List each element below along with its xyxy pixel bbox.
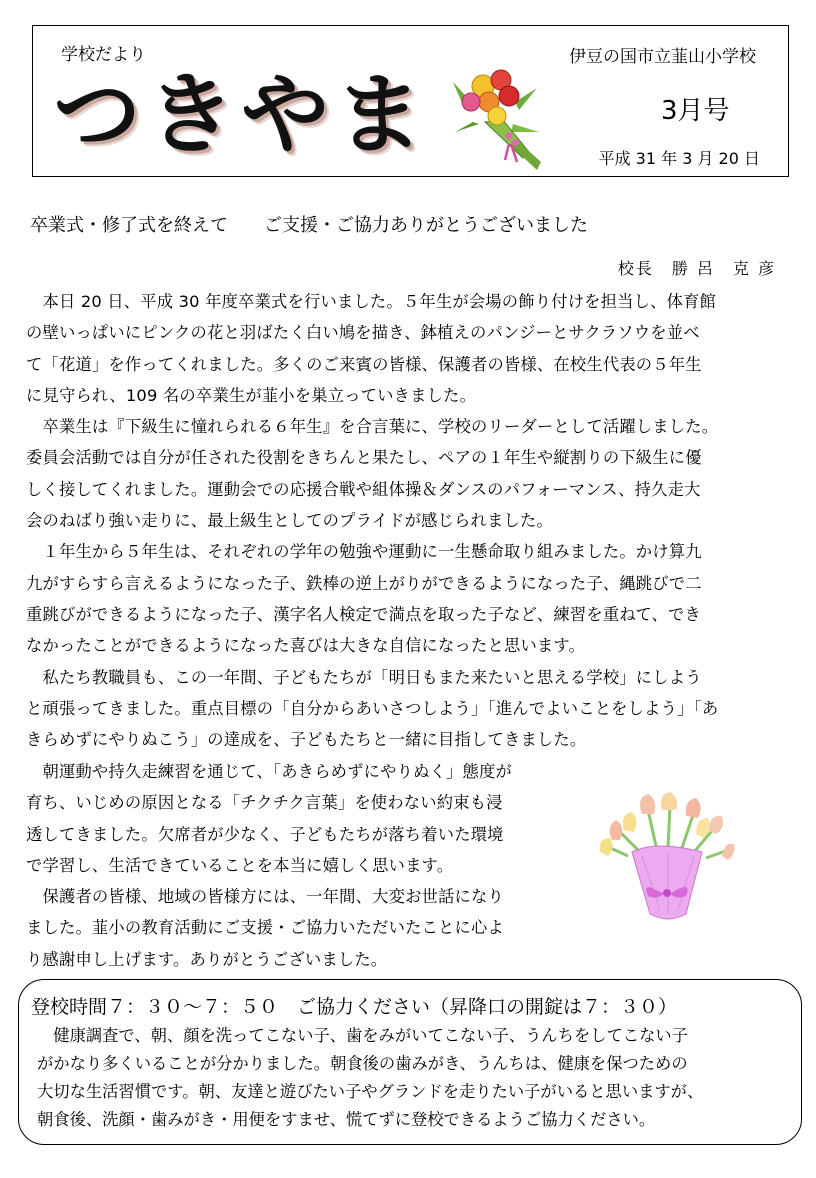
paragraph-line: しく接してくれました。運動会での応援合戦や組体操＆ダンスのパフォーマンス、持久走大 [26,479,701,499]
tulip-bouquet-icon [598,790,736,930]
paragraph-line: 委員会活動では自分が任された役割をきちんと果たし、ペアの１年生や縦割りの下級生に優 [26,448,702,468]
issue-label: 3月号 [661,96,730,126]
paragraph-line: きらめずにやりぬこう」の達成を、子どもたちと一緒に目指してきました。 [26,730,587,750]
paragraph-line: なかったことができるようになった喜びは大きな自信になったと思います。 [26,636,586,656]
paragraph-line: 会のねばり強い走りに、最上級生としてのプライドが感じられました。 [26,511,553,531]
paragraph-line: の壁いっぱいにピンクの花と羽ばたく白い鳩を描き、鉢植えのパンジーとサクラソウを並べ [26,323,700,343]
notice-line: 健康調査で、朝、顔を洗ってこない子、歯をみがいてこない子、うんちをしてこない子 [37,1026,688,1045]
paragraph-line: に見守られ、109 名の卒業生が韮小を巣立っていきました。 [26,385,477,405]
article-title: 卒業式・修了式を終えて ご支援・ご協力ありがとうございました [30,215,588,236]
notice-line: 朝食後、洗顔・歯みがき・用便をすませ、慌てずに登校できるようご協力ください。 [37,1110,656,1129]
paragraph-line: 私たち教職員も、この一年間、子どもたちが「明日もまた来たいと思える学校」にしよう [26,667,702,687]
paragraph-line: 重跳びができるようになった子、漢字名人検定で満点を取った子など、練習を重ねて、でき [26,604,702,624]
paragraph-line: 育ち、いじめの原因となる「チクチク言葉」を使わない約束も浸 [26,793,503,813]
flower-bouquet-icon [445,62,545,177]
notice-line: 大切な生活習慣です。朝、友達と遊びたい子やグランドを走りたい子がいると思いますが、 [37,1082,704,1101]
notice-line: がかなり多くいることが分かりました。朝食後の歯みがき、うんちは、健康を保つための [37,1054,688,1073]
newsletter-title: つきやま [53,62,430,166]
school-name: 伊豆の国市立韮山小学校 [569,47,756,67]
notice-body [37,1022,703,1134]
paragraph-line: 九がすらすら言えるようになった子、鉄棒の逆上がりができるようになった子、縄跳びで二 [26,573,702,593]
paragraph-line: と頑張ってきました。重点目標の「自分からあいさつしよう」「進んでよいことをしよう」「あ [26,698,719,718]
paragraph-line: 卒業生は『下級生に憧れられる６年生』を合言葉に、学校のリーダーとして活躍しました。 [26,417,719,437]
newsletter-label: 学校だより [61,45,146,65]
paragraph-line: 本日 20 日、平成 30 年度卒業式を行いました。５年生が会場の飾り付けを担当し、体育館 [26,292,717,311]
article-body-narrow [26,756,566,975]
paragraph-line: １年生から５年生は、それぞれの学年の勉強や運動に一生懸命取り組みました。かけ算九 [26,542,702,562]
masthead [32,25,789,177]
paragraph-line: で学習し、生活できていることを本当に嬉しく思います。 [26,855,454,875]
notice-title: 登校時間７：３０～７：５０ ご協力ください（昇降口の開錠は７：３０） [31,996,678,1018]
article-body [26,286,786,755]
paragraph-line: 保護者の皆様、地域の皆様方には、一年間、大変お世話になり [26,887,504,907]
article-author: 校長 勝 呂 克 彦 [617,259,776,278]
paragraph-line: り感謝申し上げます。ありがとうございました。 [26,949,388,969]
issue-date: 平成 31 年 3 月 20 日 [598,149,760,168]
paragraph-line: ました。韮小の教育活動にご支援・ご協力いただいたことに心よ [26,918,504,938]
paragraph-line: 朝運動や持久走練習を通じて、「あきらめずにやりぬく」態度が [26,762,512,781]
paragraph-line: 透してきました。欠席者が少なく、子どもたちが落ち着いた環境 [26,824,504,844]
paragraph-line: て「花道」を作ってくれました。多くのご来賓の皆様、保護者の皆様、在校生代表の５年生 [26,354,702,374]
notice-box [18,979,802,1145]
